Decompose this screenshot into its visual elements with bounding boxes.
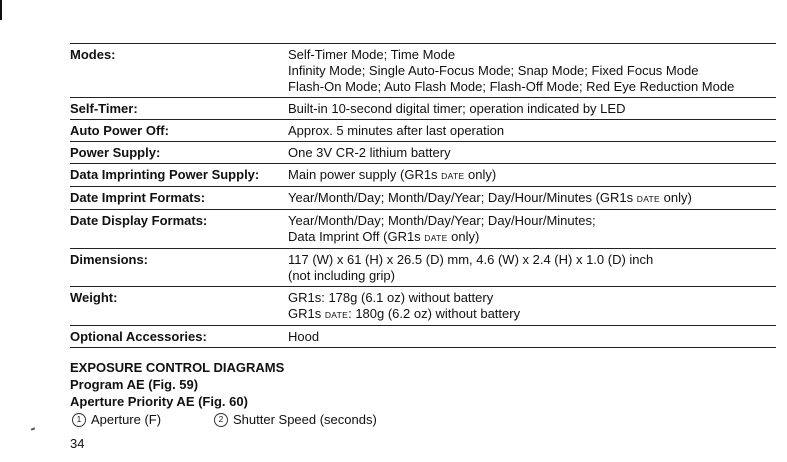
spec-value xyxy=(288,189,776,207)
spec-value-line xyxy=(288,290,776,306)
spec-value-line xyxy=(288,268,776,284)
spec-value xyxy=(288,251,776,284)
spec-value-line xyxy=(288,123,776,139)
spec-value xyxy=(288,212,776,246)
spec-text: Data Imprint Off (GR1s xyxy=(288,229,425,244)
aperture-priority-heading: Aperture Priority AE (Fig. 60) xyxy=(70,394,248,409)
legend-item-shutter-speed xyxy=(214,411,377,428)
spec-text: Hood xyxy=(288,329,320,344)
spec-value xyxy=(288,289,776,323)
spec-text: Flash-On Mode; Auto Flash Mode; Flash-Off Mode; Red Eye Reduction Mode xyxy=(288,79,735,94)
spec-value xyxy=(288,122,776,139)
exposure-section xyxy=(70,359,770,428)
spec-value-line xyxy=(288,145,776,161)
spec-text: Main power supply (GR1s xyxy=(288,167,442,182)
spec-label: Dimensions: xyxy=(70,252,149,267)
spec-text: Year/Month/Day; Month/Day/Year; Day/Hour/Minutes (GR1s xyxy=(288,190,637,205)
scan-speck xyxy=(31,427,35,430)
spec-text: Built-in 10-second digital timer; operation indicated by LED xyxy=(288,101,626,116)
spec-value-line xyxy=(288,306,776,323)
spec-row xyxy=(70,326,776,348)
date-small-caps: DATE xyxy=(636,194,660,204)
spec-text: Infinity Mode; Single Auto-Focus Mode; Snap Mode; Fixed Focus Mode xyxy=(288,63,699,78)
scan-edge-mark xyxy=(0,0,2,20)
spec-value-line xyxy=(288,101,776,117)
exposure-title: EXPOSURE CONTROL DIAGRAMS xyxy=(70,360,285,375)
page-number: 34 xyxy=(70,436,85,451)
spec-text: Self-Timer Mode; Time Mode xyxy=(288,47,456,62)
spec-value-line xyxy=(288,167,776,184)
circled-number-icon: 1 xyxy=(72,413,86,427)
spec-value xyxy=(288,46,776,95)
spec-label: Auto Power Off: xyxy=(70,123,169,138)
spec-value-line xyxy=(288,229,776,246)
spec-label: Data Imprinting Power Supply: xyxy=(70,167,260,182)
date-small-caps: DATE xyxy=(441,171,465,181)
spec-row xyxy=(70,287,776,326)
spec-value-line xyxy=(288,252,776,268)
spec-row xyxy=(70,249,776,287)
spec-value-line xyxy=(288,63,776,79)
spec-label: Self-Timer: xyxy=(70,101,138,116)
spec-label: Power Supply: xyxy=(70,145,161,160)
spec-text: Approx. 5 minutes after last operation xyxy=(288,123,505,138)
spec-row xyxy=(70,187,776,210)
spec-text: GR1s xyxy=(288,306,325,321)
spec-text: GR1s: 178g (6.1 oz) without battery xyxy=(288,290,494,305)
date-small-caps: DATE xyxy=(424,233,448,243)
spec-value-line xyxy=(288,47,776,63)
legend-label: Shutter Speed (seconds) xyxy=(233,412,377,427)
legend-item-aperture xyxy=(70,411,214,428)
spec-text: 117 (W) x 61 (H) x 26.5 (D) mm, 4.6 (W) x 2.4 (H) x 1.0 (D) inch xyxy=(288,252,654,267)
spec-row xyxy=(70,44,776,98)
spec-row xyxy=(70,98,776,120)
spec-text: One 3V CR-2 lithium battery xyxy=(288,145,451,160)
spec-value-line xyxy=(288,213,776,229)
specifications-table xyxy=(70,43,776,348)
spec-row xyxy=(70,142,776,164)
legend-label: Aperture (F) xyxy=(91,412,162,427)
date-small-caps: DATE xyxy=(324,310,349,320)
spec-row xyxy=(70,120,776,142)
spec-label: Date Imprint Formats: xyxy=(70,190,206,205)
spec-text: only) xyxy=(447,229,480,244)
spec-text: Year/Month/Day; Month/Day/Year; Day/Hour/Minutes; xyxy=(288,213,596,228)
spec-value xyxy=(288,144,776,161)
spec-label: Weight: xyxy=(70,290,118,305)
spec-value xyxy=(288,166,776,184)
spec-label: Modes: xyxy=(70,47,116,62)
spec-text: : 180g (6.2 oz) without battery xyxy=(348,306,521,321)
spec-value-line xyxy=(288,79,776,95)
spec-text: (not including grip) xyxy=(288,268,395,283)
spec-label: Date Display Formats: xyxy=(70,213,208,228)
spec-label: Optional Accessories: xyxy=(70,329,207,344)
spec-value xyxy=(288,100,776,117)
diagram-legend xyxy=(70,411,770,428)
spec-text: only) xyxy=(464,167,497,182)
circled-number-icon: 2 xyxy=(214,413,228,427)
spec-value-line xyxy=(288,190,776,207)
spec-text: only) xyxy=(660,190,692,205)
spec-row xyxy=(70,164,776,187)
spec-row xyxy=(70,210,776,249)
program-ae-heading: Program AE (Fig. 59) xyxy=(70,377,199,392)
spec-value xyxy=(288,328,776,345)
spec-value-line xyxy=(288,329,776,345)
